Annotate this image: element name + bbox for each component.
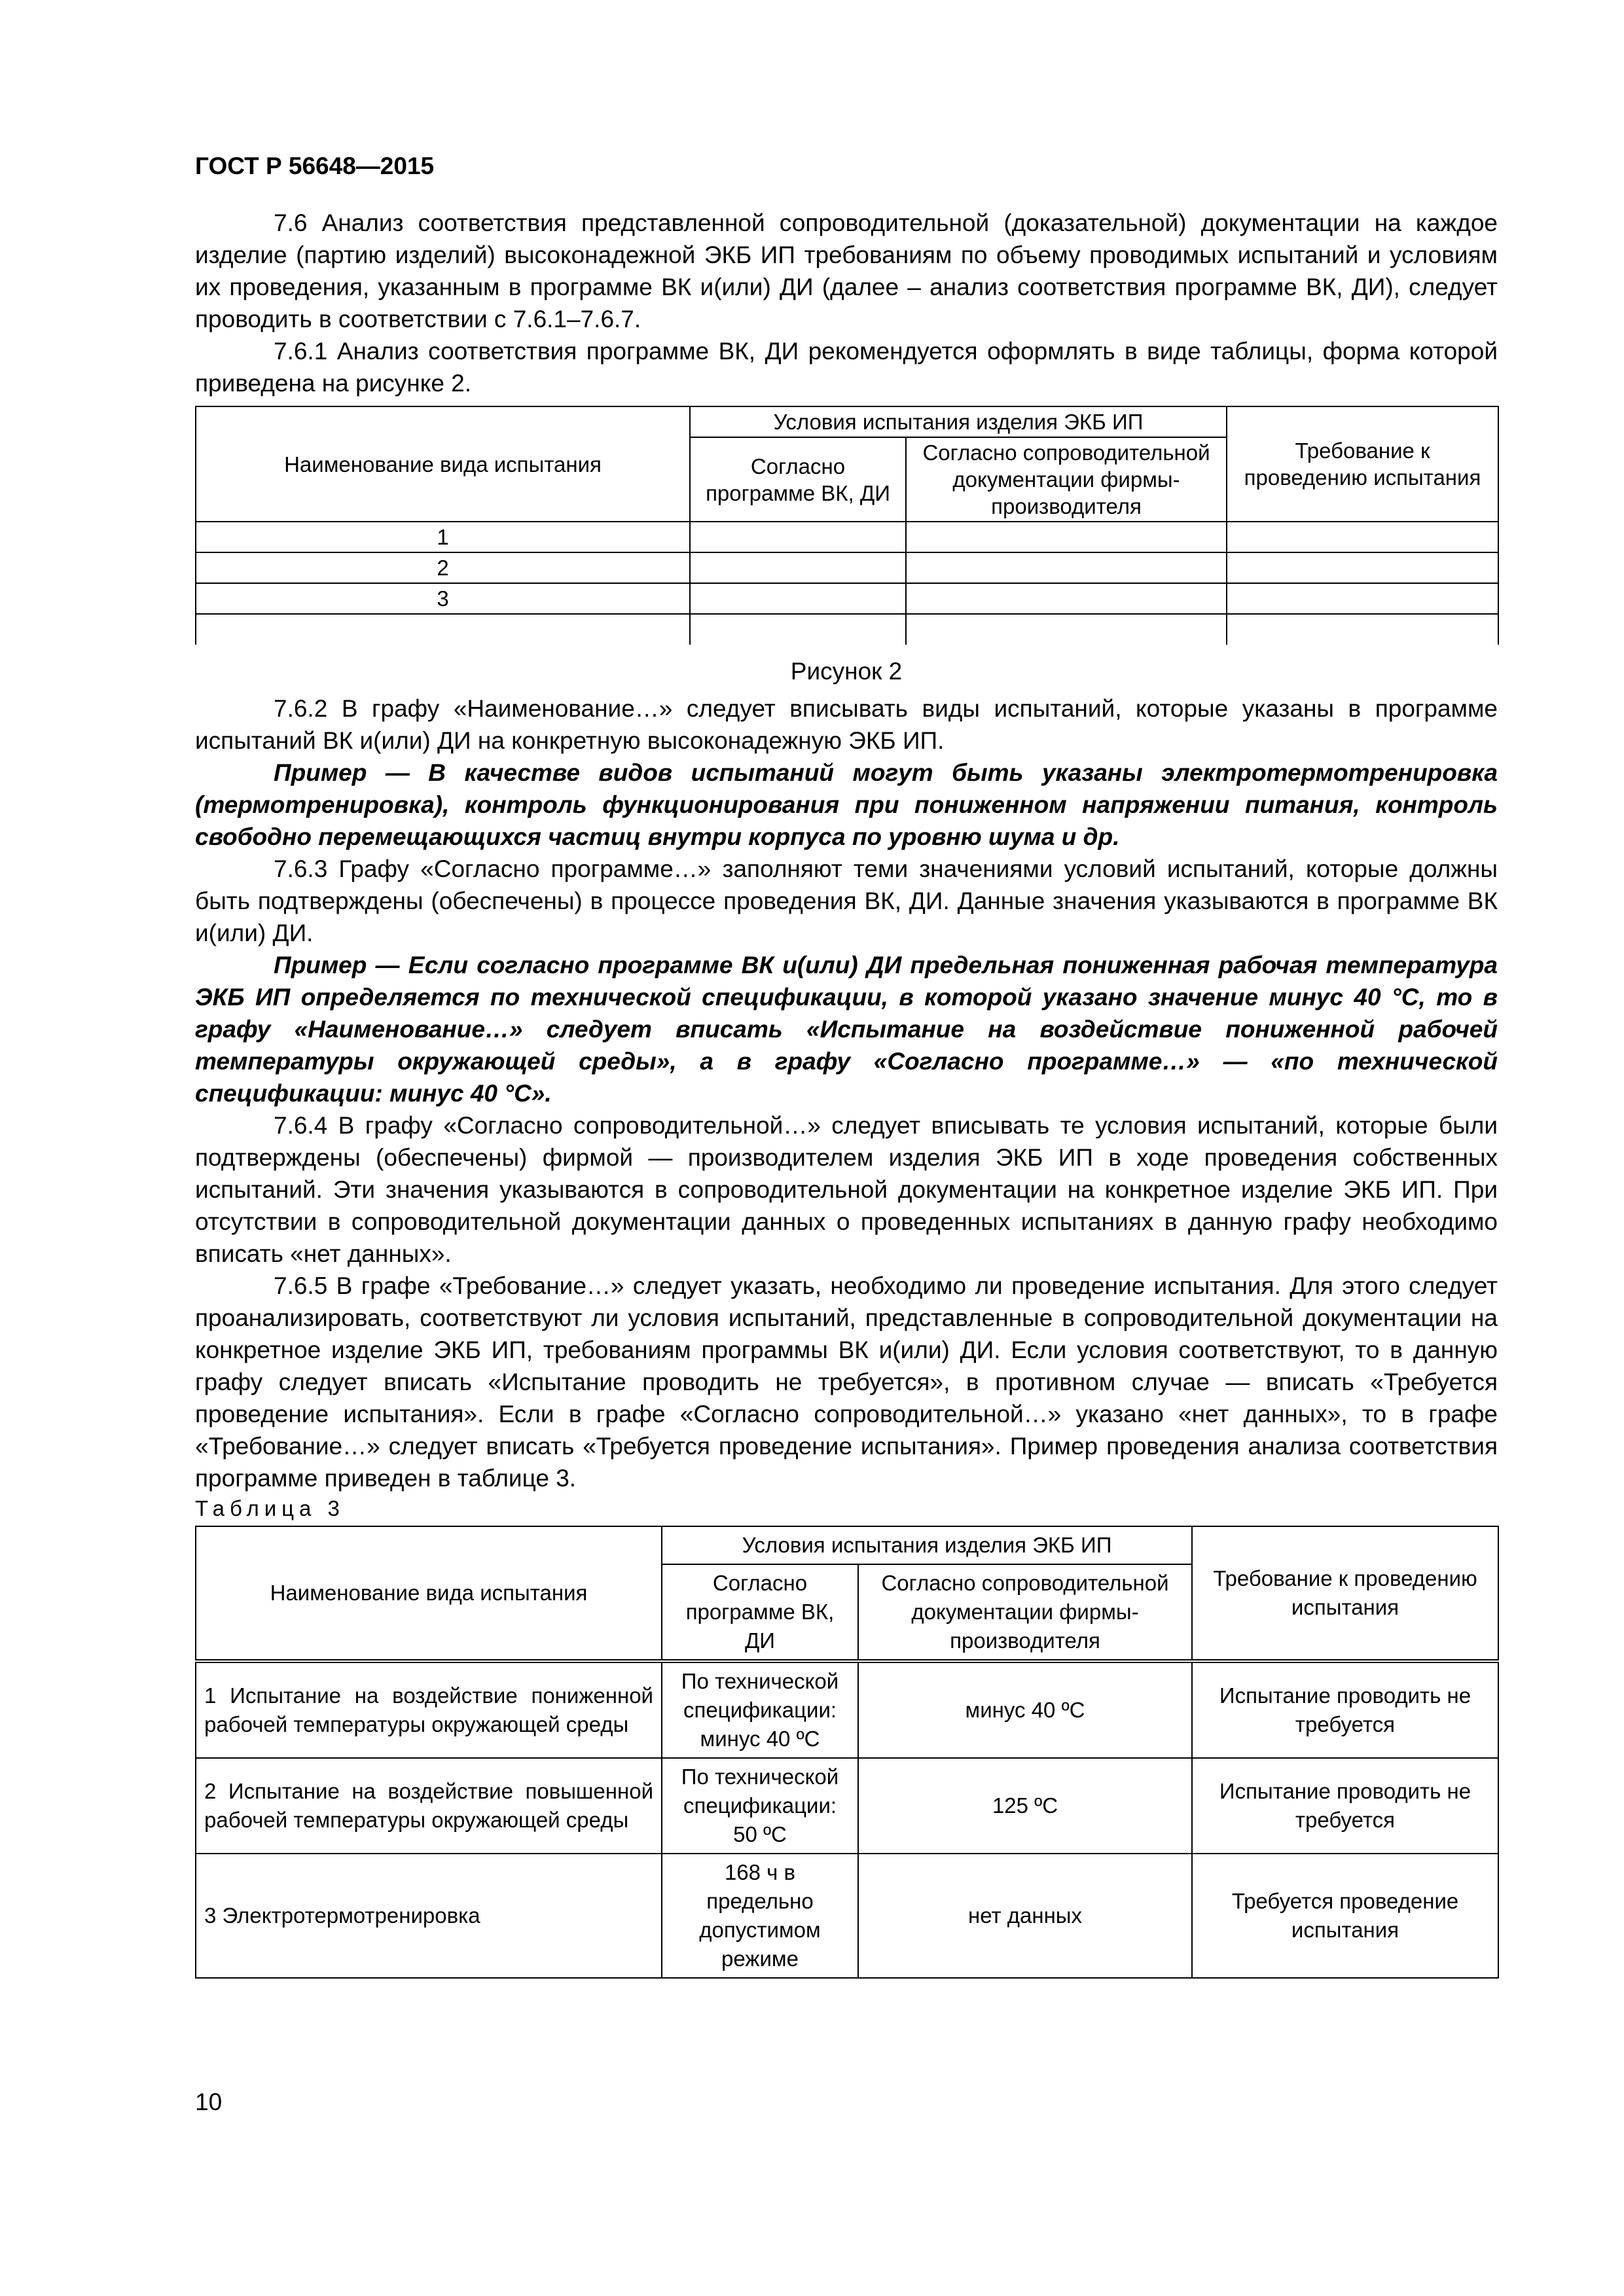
t3-col-name: Наименование вида испытания <box>196 1526 662 1661</box>
t3-cell-program: По технической спецификации: 50 ºС <box>662 1758 858 1854</box>
paragraph-7-6-5: 7.6.5 В графе «Требование…» следует указать, необходимо ли проведение испытания. Для этого следует проанализировать, соответствуют ли условия испытаний, представленные в сопроводительной документации на конкретное изделие ЭКБ ИП, требованиям программы ВК и(или) ДИ. Если условия соответствуют, то в данную графу следует вписать «Испытание проводить не требуется», в противном случае — вписать «Требуется проведение испытания». Если в графе «Согласно сопроводительной…» указано «нет данных», то в графе «Требование…» следует вписать «Требуется проведение испытания». Пример проведения анализа соответствия программе приведен в таблице 3. <box>195 1272 1498 1492</box>
paragraph-7-6-3: 7.6.3 Графу «Согласно программе…» заполняют теми значениями условий испытаний, которые должны быть подтверждены (обеспечены) в процессе проведения ВК, ДИ. Данные значения указываются в программе ВК и(или) ДИ. <box>195 855 1498 946</box>
fig-row-number: 3 <box>196 583 690 614</box>
fig-row-number: 2 <box>196 552 690 583</box>
t3-cell-docs: нет данных <box>858 1854 1192 1978</box>
t3-cell-req: Требуется проведение испытания <box>1192 1854 1498 1978</box>
fig-col-group: Условия испытания изделия ЭКБ ИП <box>690 406 1227 437</box>
t3-cell-name: 1 Испытание на воздействие пониженной рабочей температуры окружающей среды <box>196 1661 662 1758</box>
t3-col-docs: Согласно сопроводительной документации фирмы-производителя <box>858 1564 1192 1661</box>
table-row <box>196 552 1498 583</box>
table-3 <box>195 1526 1499 1979</box>
paragraph-7-6-1: 7.6.1 Анализ соответствия программе ВК, ДИ рекомендуется оформлять в виде таблицы, форма которой приведена на рисунке 2. <box>195 338 1498 397</box>
table-row <box>196 614 1498 645</box>
fig-col-req: Требование к проведению испытания <box>1227 406 1498 522</box>
t3-cell-program: 168 ч в предельно допустимом режиме <box>662 1854 858 1978</box>
figure-2-table <box>195 406 1499 645</box>
fig-col-name: Наименование вида испытания <box>196 406 690 522</box>
t3-cell-docs: 125 ºС <box>858 1758 1192 1854</box>
example-2: Пример — Если согласно программе ВК и(или) ДИ предельная пониженная рабочая температура ЭКБ ИП определяется по технической спецификации, в которой указано значение минус 40 °С, то в графу «Наименование…» следует вписать «Испытание на воздействие пониженной рабочей температуры окружающей среды», а в графу «Согласно программе…» — «по технической спецификации: минус 40 °С». <box>195 952 1498 1107</box>
paragraph-7-6-2: 7.6.2 В графу «Наименование…» следует вписывать виды испытаний, которые указаны в программе испытаний ВК и(или) ДИ на конкретную высоконадежную ЭКБ ИП. <box>195 695 1498 754</box>
t3-cell-name: 3 Электротермотренировка <box>196 1854 662 1978</box>
fig-col-docs: Согласно сопроводительной документации фирмы-производителя <box>906 437 1227 522</box>
t3-cell-req: Испытание проводить не требуется <box>1192 1661 1498 1758</box>
t3-cell-name: 2 Испытание на воздействие повышенной рабочей температуры окружающей среды <box>196 1758 662 1854</box>
table-row <box>196 1661 1498 1758</box>
example-1: Пример — В качестве видов испытаний могут быть указаны электротермотренировка (термотренировка), контроль функционирования при пониженном напряжении питания, контроль свободно перемещающихся частиц внутри корпуса по уровню шума и др. <box>195 759 1498 850</box>
t3-cell-program: По технической спецификации: минус 40 ºС <box>662 1661 858 1758</box>
t3-cell-req: Испытание проводить не требуется <box>1192 1758 1498 1854</box>
fig-row-number: 1 <box>196 522 690 552</box>
page-number: 10 <box>195 2089 223 2115</box>
t3-cell-docs: минус 40 ºС <box>858 1661 1192 1758</box>
table-3-label: Таблица 3 <box>195 1496 345 1520</box>
table-row <box>196 583 1498 614</box>
standard-header: ГОСТ Р 56648—2015 <box>195 152 435 179</box>
t3-col-program: Согласно программе ВК, ДИ <box>662 1564 858 1661</box>
t3-col-group: Условия испытания изделия ЭКБ ИП <box>662 1526 1192 1564</box>
table-row <box>196 1758 1498 1854</box>
t3-col-req: Требование к проведению испытания <box>1192 1526 1498 1661</box>
paragraph-7-6: 7.6 Анализ соответствия представленной сопроводительной (доказательной) документации на каждое изделие (партию изделий) высоконадежной ЭКБ ИП требованиям по объему проводимых испытаний и условиям их проведения, указанным в программе ВК и(или) ДИ (далее – анализ соответствия программе ВК, ДИ), следует проводить в соответствии с 7.6.1–7.6.7. <box>195 209 1498 332</box>
table-row <box>196 522 1498 552</box>
figure-caption: Рисунок 2 <box>790 658 903 685</box>
fig-col-program: Согласно программе ВК, ДИ <box>690 437 906 522</box>
table-row <box>196 1854 1498 1978</box>
paragraph-7-6-4: 7.6.4 В графу «Согласно сопроводительной…» следует вписывать те условия испытаний, которые были подтверждены (обеспечены) фирмой — производителем изделия ЭКБ ИП в ходе проведения собственных испытаний. Эти значения указываются в сопроводительной документации на конкретное изделие ЭКБ ИП. При отсутствии в сопроводительной документации данных о проведенных испытаниях в данную графу необходимо вписать «нет данных». <box>195 1112 1498 1267</box>
document-page <box>195 152 1498 1979</box>
